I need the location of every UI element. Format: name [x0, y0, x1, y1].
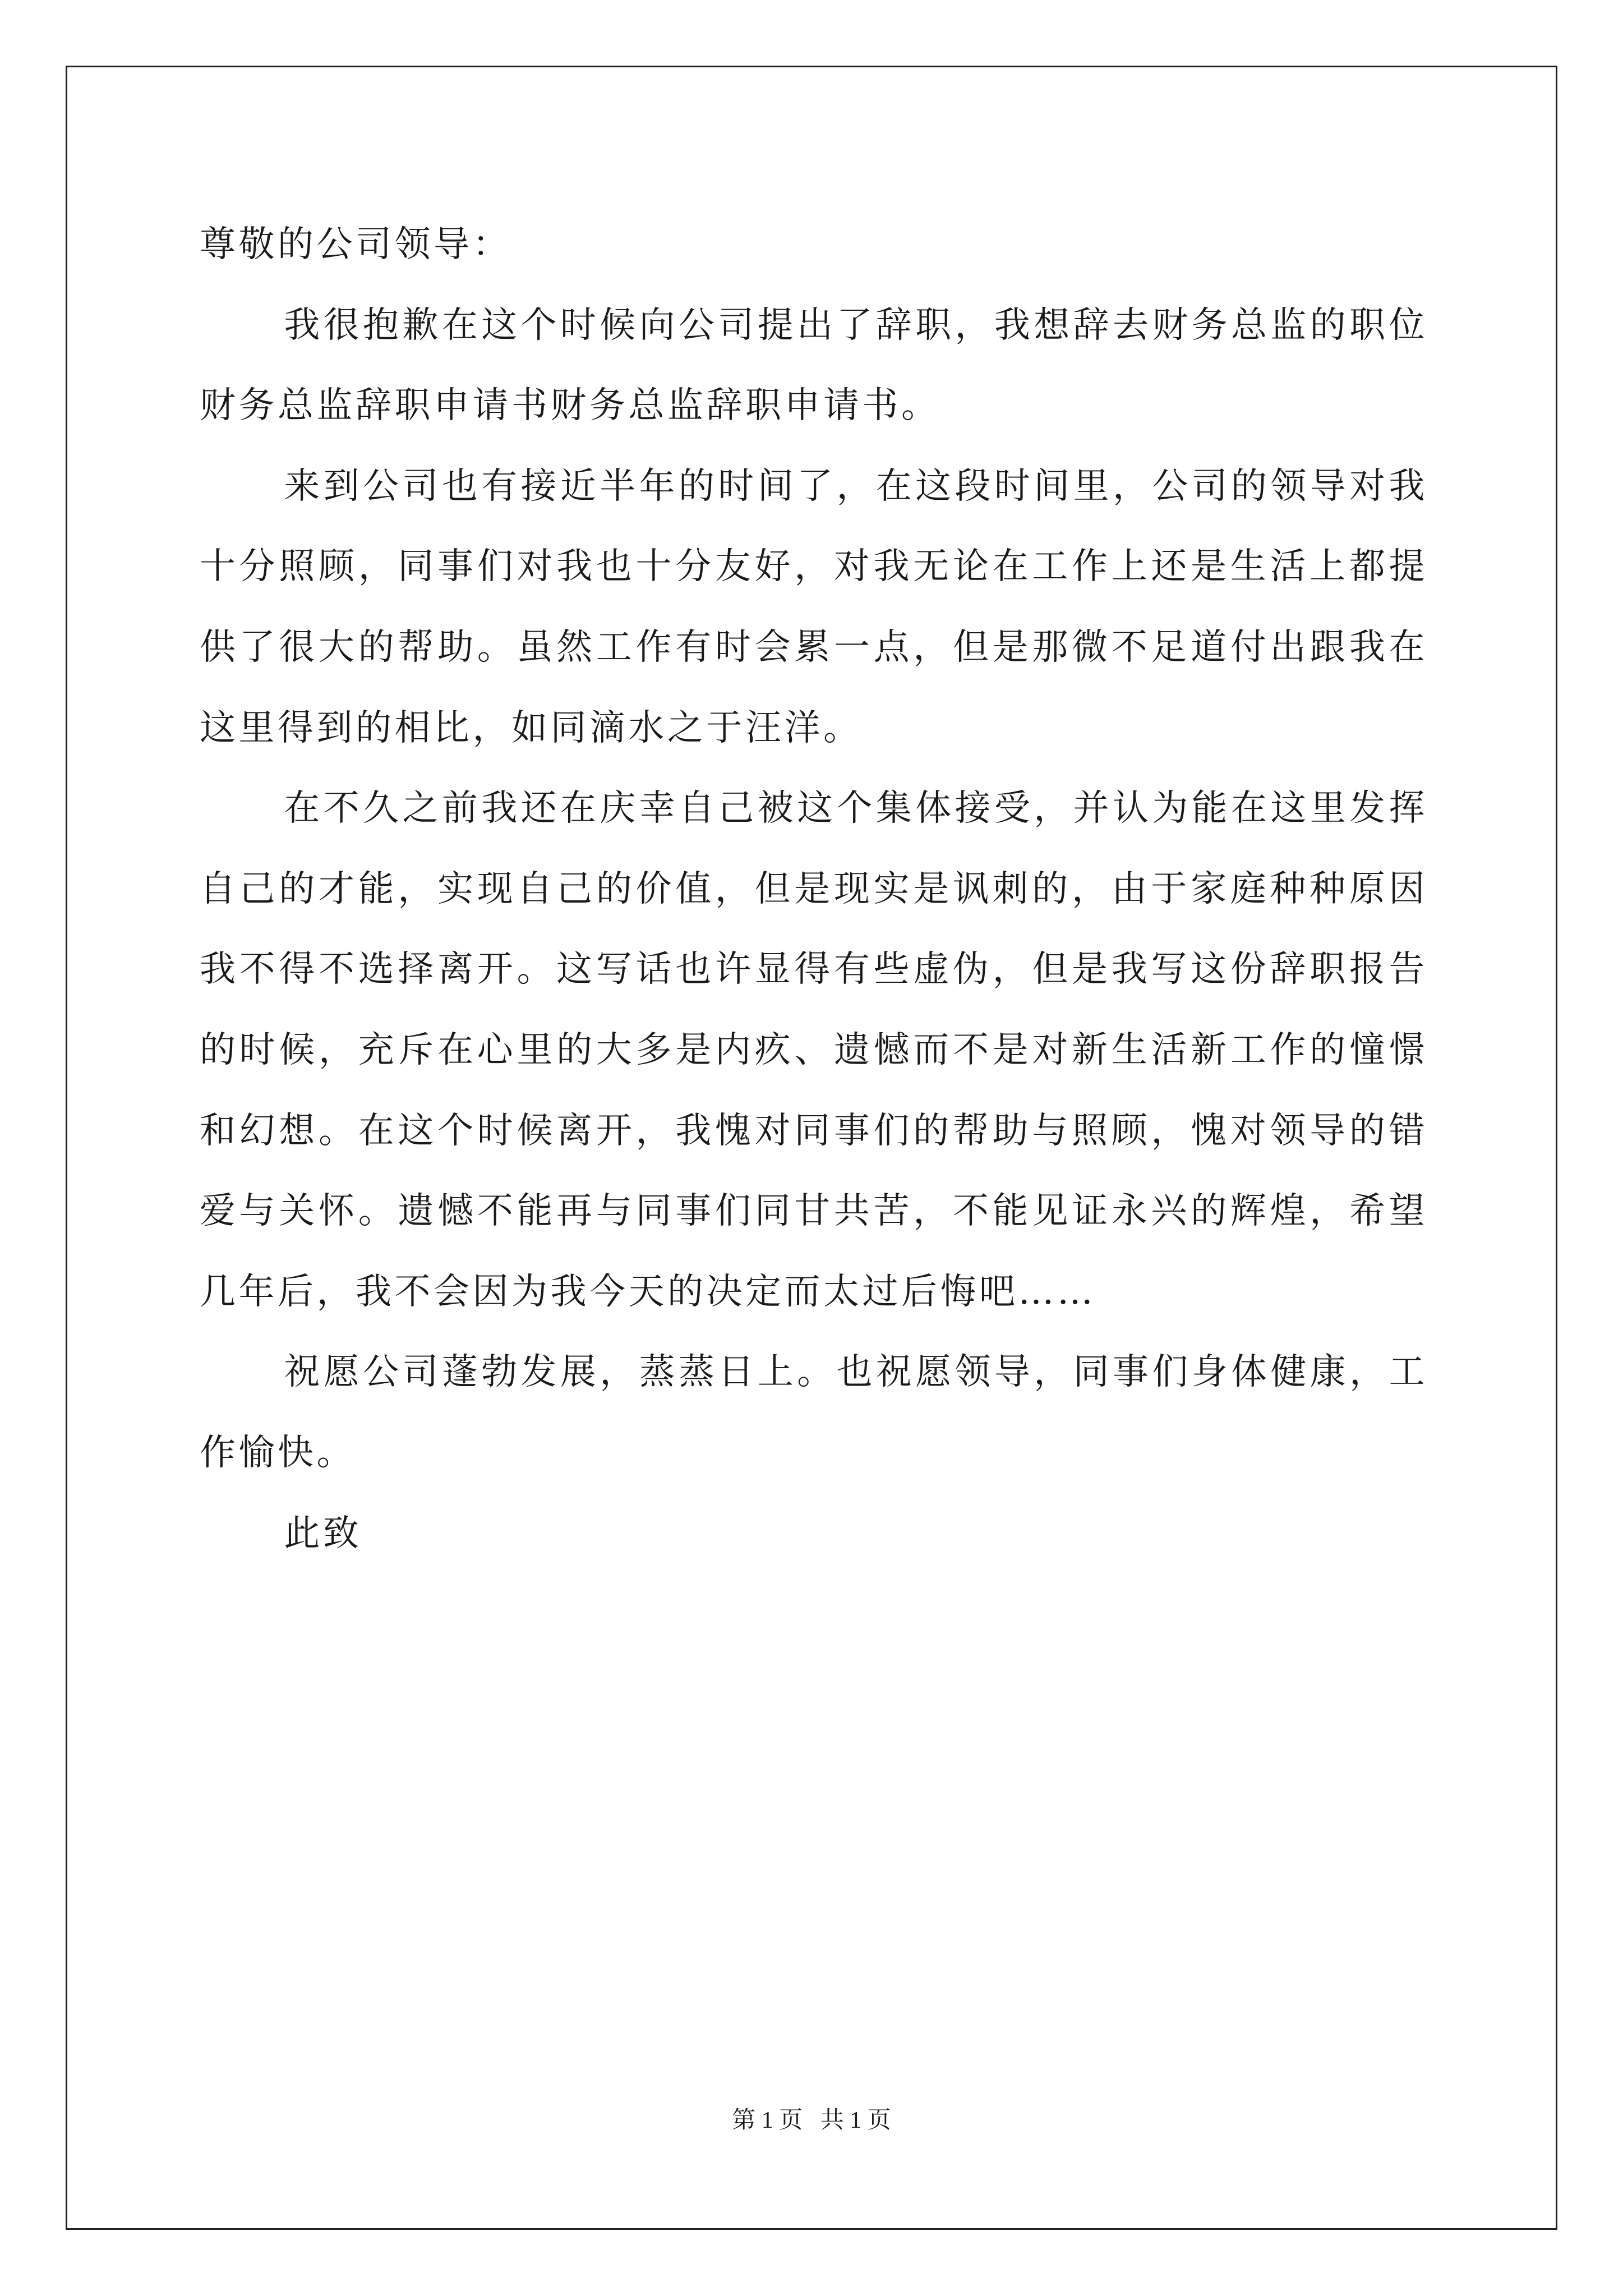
closing-phrase: 此致 — [284, 1512, 362, 1554]
paragraph: 来到公司也有接近半年的时间了，在这段时间里，公司的领导对我十分照顾，同事们对我也十分友好，对我无论在工作上还是生活上都提供了很大的帮助。虽然工作有时会累一点，但是那微不足道付出跟我在这里得到的相比，如同滴水之于汪洋。 — [200, 465, 1428, 749]
salutation: 尊敬的公司领导： — [200, 224, 511, 265]
page-number-footer: 第 1 页 共 1 页 — [732, 2108, 891, 2133]
paragraph: 在不久之前我还在庆幸自己被这个集体接受，并认为能在这里发挥自己的才能，实现自己的价值，但是现实是讽刺的，由于家庭种种原因我不得不选择离开。这写话也许显得有些虚伪，但是我写这份辞职报告的时候，充斥在心里的大多是内疚、遗憾而不是对新生活新工作的憧憬和幻想。在这个时候离开，我愧对同事们的帮助与照顾，愧对领导的错爱与关怀。遗憾不能再与同事们同甘共苦，不能见证永兴的辉煌，希望几年后，我不会因为我今天的决定而太过后悔吧…… — [200, 788, 1428, 1313]
letter-body — [200, 205, 1428, 1574]
paragraph: 我很抱歉在这个时候向公司提出了辞职，我想辞去财务总监的职位财务总监辞职申请书财务总监辞职申请书。 — [200, 304, 1428, 427]
paragraph: 祝愿公司蓬勃发展，蒸蒸日上。也祝愿领导，同事们身体健康，工作愉快。 — [200, 1351, 1428, 1474]
